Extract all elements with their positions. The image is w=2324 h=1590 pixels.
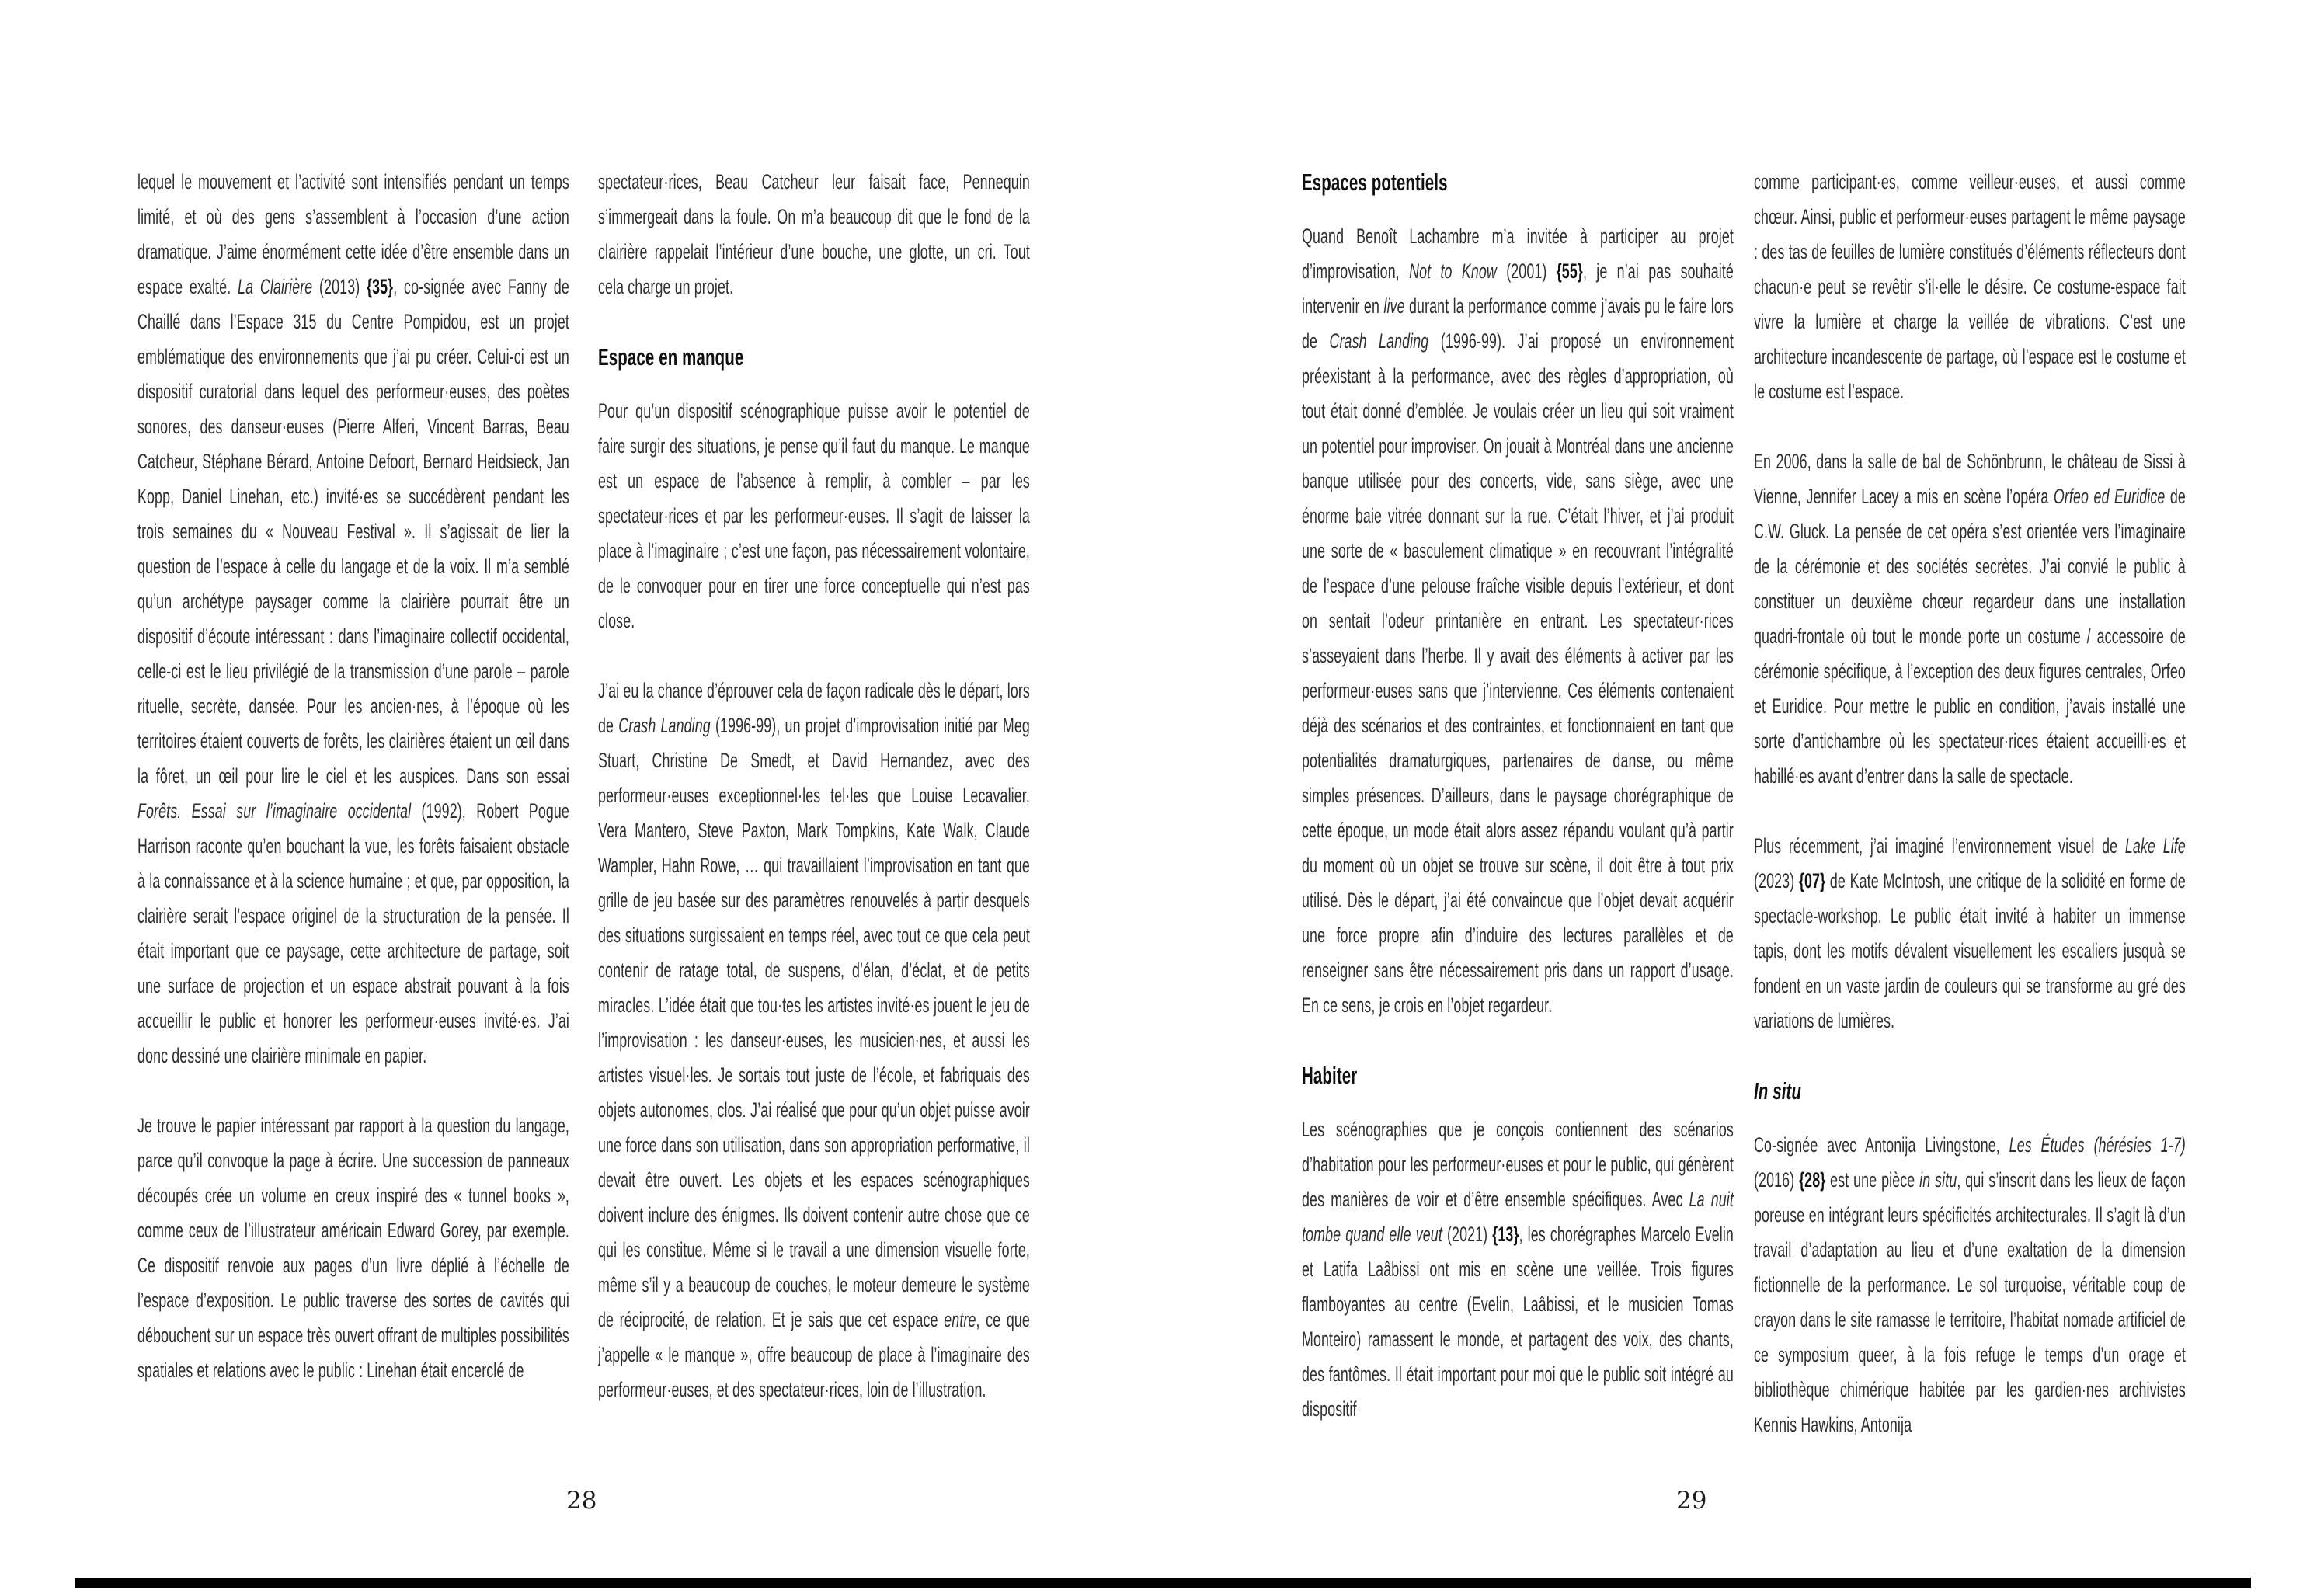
column-2-text xyxy=(598,165,1030,1407)
paragraph: Quand Benoît Lachambre m’a invitée à participer au projet d’improvisation, Not to Know (2001) {55}, je n’ai pas souhaité intervenir en live durant la performance comme j’avais pu le faire lors de Crash Landing (1996-99). J’ai proposé un environnement préexistant à la performance, avec des règles d’appropriation, où tout était donné d’emblée. Je voulais créer un lieu qui soit vraiment un potentiel pour improviser. On jouait à Montréal dans une ancienne banque utilisée pour des concerts, vide, sans siège, avec une énorme baie vitrée donnant sur la rue. C’était l’hiver, et j’ai produit une sorte de « basculement climatique » en recouvrant l’intégralité de l’espace d’une pelouse fraîche visible depuis l’extérieur, et dont on sentait l’odeur printanière en entrant. Les spectateur·rices s’asseyaient dans l’herbe. Il y avait des éléments à activer par les performeur·euses sans que j’intervienne. Ces éléments contenaient déjà des scénarios et des contraintes, et fonctionnaient en tant que potentialités dramaturgiques, partenaires de danse, ou même simples présences. D’ailleurs, dans le paysage chorégraphique de cette époque, un mode était alors assez répandu voulant qu’à partir du moment où un objet se trouve sur scène, il doit être à tout prix utilisé. Dès le départ, j’ai été convaincue que l’objet devait acquérir une force propre afin d’induire des lectures parallèles et de renseigner sans être nécessairement pris dans un rapport d’usage. En ce sens, je crois en l’objet regardeur. xyxy=(1302,224,1734,1017)
page-number-right: 29 xyxy=(1676,1487,1707,1515)
column-4 xyxy=(1754,165,2186,1547)
paragraph: Co-signée avec Antonija Livingstone, Les Études (hérésies 1-7) (2016) {28} est une pièce in situ, qui s’inscrit dans les lieux de façon poreuse en intégrant leurs spécificités architecturales. Il s’agit là d’un travail d’adaptation au lieu et d’une exaltation de la dimension fictionnelle de la performance. Le sol turquoise, véritable coup de crayon dans le site ramasse le territoire, l’habitat nomade artificiel de ce symposium queer, à la fois refuge le temps d’un orage et bibliothèque chimérique habitée par les gardien·nes archivistes Kennis Hawkins, Antonija xyxy=(1754,1133,2186,1436)
page-number-left: 28 xyxy=(566,1487,597,1515)
column-2 xyxy=(598,165,1030,1547)
section-heading-in-situ: In situ xyxy=(1754,1077,1802,1105)
paragraph: Les scénographies que je conçois contiennent des scénarios d’habitation pour les performeur·euses et pour le public, qui génèrent des manières de voir et d’être ensemble spécifiques. Avec La nuit tombe quand elle veut (2021) {13}, les chorégraphes Marcelo Evelin et Latifa Laâbissi ont mis en scène une veillée. Trois figures flamboyantes au centre (Evelin, Laâbissi, et le musicien Tomas Monteiro) ramassent le monde, et partagent des voix, des chants, des fantômes. Il était important pour moi que le public soit intégré au dispositif xyxy=(1302,1118,1734,1421)
paragraph: Je trouve le papier intéressant par rapport à la question du langage, parce qu’il convoque la page à écrire. Une succession de panneaux découpés crée un volume en creux inspiré des « tunnel books », comme ceux de l’illustrateur américain Edward Gorey, par exemple. Ce dispositif renvoie aux pages d’un livre déplié à l’échelle de l’espace d’exposition. Le public traverse des sortes de cavités qui débouchent sur un espace très ouvert offrant de multiples possibilités spatiales et relations avec le public : Linehan était encerclé de xyxy=(137,1114,569,1382)
paragraph: lequel le mouvement et l’activité sont intensifiés pendant un temps limité, et où des gens s’assemblent à l’occasion d’une action dramatique. J’aime énormément cette idée d’être ensemble dans un espace exalté. La Clairière (2013) {35}, co-signée avec Fanny de Chaillé dans l’Espace 315 du Centre Pompidou, est un projet emblématique des environnements que j’ai pu créer. Celui-ci est un dispositif curatorial dans lequel des performeur·euses, des poètes sonores, des danseur·euses (Pierre Alferi, Vincent Barras, Beau Catcheur, Stéphane Bérard, Antoine Defoort, Bernard Heidsieck, Jan Kopp, Daniel Linehan, etc.) invité·es se succédèrent pendant les trois semaines du « Nouveau Festival ». Il s’agissait de lier la question de l’espace à celle du langage et de la voix. Il m’a semblé qu’un archétype paysager comme la clairière pourrait être un dispositif d’écoute intéressant : dans l’imaginaire collectif occidental, celle-ci est le lieu privilégié de la transmission d’une parole – parole rituelle, secrète, dansée. Pour les ancien·nes, à l’époque où les territoires étaient couverts de forêts, les clairières étaient un œil dans la fôret, un œil pour lire le ciel et les auspices. Dans son essai Forêts. Essai sur l’imaginaire occidental (1992), Robert Pogue Harrison raconte qu’en bouchant la vue, les forêts faisaient obstacle à la connaissance et à la science humaine ; et que, par opposition, la clairière serait l’espace originel de la structuration de la pensée. Il était important que ce paysage, cette architecture de partage, soit une surface de projection et un espace abstrait pouvant à la fois accueillir le public et honorer les performeur·euses invité·es. J’ai donc dessiné une clairière minimale en papier. xyxy=(137,170,569,1067)
paragraph: Pour qu’un dispositif scénographique puisse avoir le potentiel de faire surgir des situations, je pense qu’il faut du manque. Le manque est un espace de l’absence à remplir, à combler – par les spectateur·rices et par les performeur·euses. Il s’agit de laisser la place à l’imaginaire ; c’est une façon, pas nécessairement volontaire, de le convoquer pour en tirer une force conceptuelle qui n’est pas close. xyxy=(598,399,1030,632)
footer-rule xyxy=(75,1578,2251,1588)
column-4-text xyxy=(1754,165,2186,1442)
paragraph: J’ai eu la chance d’éprouver cela de façon radicale dès le départ, lors de Crash Landing (1996-99), un projet d’improvisation initié par Meg Stuart, Christine De Smedt, et David Hernandez, avec des performeur·euses exceptionnel·les tel·les que Louise Lecavalier, Vera Mantero, Steve Paxton, Mark Tompkins, Kate Walk, Claude Wampler, Hahn Rowe, … qui travaillaient l’improvisation en tant que grille de jeu basée sur des paramètres renouvelés à partir desquels des situations surgissaient en temps réel, avec tout ce que cela peut contenir de ratage total, de suspens, d’élan, d’éclat, et de petits miracles. L’idée était que tou·tes les artistes invité·es jouent le jeu de l’improvisation : les danseur·euses, les musicien·nes, et aussi les artistes visuel·les. Je sortais tout juste de l’école, et fabriquais des objets autonomes, clos. J’ai réalisé que pour qu’un objet puisse avoir une force dans son utilisation, dans son appropriation performative, il devait être ouvert. Les objets et les espaces scénographiques doivent inclure des énigmes. Ils doivent contenir autre chose que ce qui les constitue. Même si le travail a une dimension visuelle forte, même s’il y a beaucoup de couches, le moteur demeure le système de réciprocité, de relation. Et je sais que cet espace entre, ce que j’appelle « le manque », offre beaucoup de place à l’imaginaire des performeur·euses, et des spectateur·rices, loin de l’illustration. xyxy=(598,679,1030,1401)
column-3-text xyxy=(1302,165,1734,1427)
paragraph: Plus récemment, j’ai imaginé l’environnement visuel de Lake Life (2023) {07} de Kate McIntosh, une critique de la solidité en forme de spectacle-workshop. Le public était invité à habiter un immense tapis, dont les motifs dévalent visuellement les escaliers jusquà se fondent en un vaste jardin de couleurs qui se transforme au gré des variations de lumières. xyxy=(1754,834,2186,1032)
column-1-text xyxy=(137,165,569,1388)
paragraph: comme participant·es, comme veilleur·euses, et aussi comme chœur. Ainsi, public et performeur·euses partagent le même paysage : des tas de feuilles de lumière constitués d’éléments réflecteurs dont chacun·e peut se revêtir s’il·elle le désire. Ce costume-espace fait vivre la lumière et charge la veillée de vibrations. C’est une architecture incandescente de partage, où l’espace est le costume et le costume est l’espace. xyxy=(1754,170,2186,403)
paragraph: En 2006, dans la salle de bal de Schönbrunn, le château de Sissi à Vienne, Jennifer Lacey a mis en scène l’opéra Orfeo ed Euridice de C.W. Gluck. La pensée de cet opéra s’est orientée vers l’imaginaire de la cérémonie et des sociétés secrètes. J’ai convié le public à constituer un deuxième chœur regardeur dans une installation quadri-frontale où tout le monde porte un costume / accessoire de cérémonie spécifique, à l’exception des deux figures centrales, Orfeo et Euridice. Pour mettre le public en condition, j’avais installé une sorte d’antichambre où les spectateur·rices étaient accueilli·es et habillé·es avant d’entrer dans la salle de spectacle. xyxy=(1754,450,2186,788)
column-1 xyxy=(137,165,569,1547)
section-heading-espace-en-manque: Espace en manque xyxy=(598,343,744,371)
column-3 xyxy=(1302,165,1734,1547)
section-heading-espaces-potentiels: Espaces potentiels xyxy=(1302,169,1448,196)
section-heading-habiter: Habiter xyxy=(1302,1062,1358,1089)
paragraph: spectateur·rices, Beau Catcheur leur faisait face, Pennequin s’immergeait dans la foule. On m’a beaucoup dit que le fond de la clairière rappelait l’intérieur d’une bouche, une glotte, un cri. Tout cela charge un projet. xyxy=(598,170,1030,298)
